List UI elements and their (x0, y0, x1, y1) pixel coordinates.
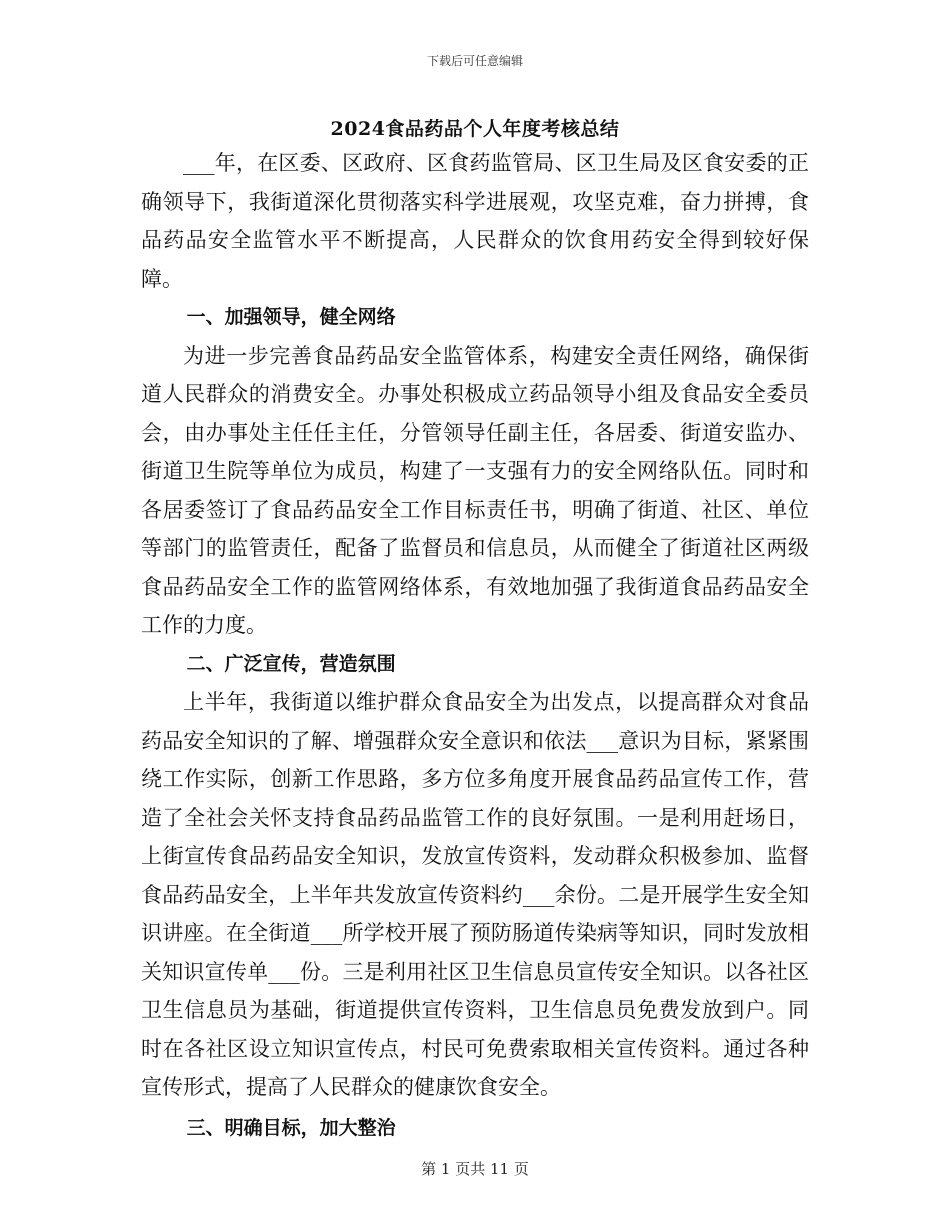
section-heading-3: 三、明确目标，加大整治 (186, 1116, 396, 1139)
section-paragraph-1: 为进一步完善食品药品安全监管体系，构建安全责任网络，确保街道人民群众的消费安全。办事处积极成立药品领导小组及食品安全委员会，由办事处主任任主任，分管领导任副主任，各居委、街道安监办、街道卫生院等单位为成员，构建了一支强有力的安全网络队伍。同时和各居委签订了食品药品安全工作目标责任书，明确了街道、社区、单位等部门的监管责任，配备了监督员和信息员，从而健全了街道社区两级食品药品安全工作的监管网络体系，有效地加强了我街道食品药品安全工作的力度。 (141, 343, 809, 637)
intro-paragraph: ___年，在区委、区政府、区食药监管局、区卫生局及区食安委的正确领导下，我街道深化贯彻落实科学进展观，攻坚克难，奋力拼搏，食品药品安全监管水平不断提高，人民群众的饮食用药安全得到较好保障。 (141, 151, 809, 291)
page-footer: 第 1 页共 11 页 (421, 1160, 529, 1178)
document-body (141, 144, 809, 1147)
section-paragraph-2: 上半年，我街道以维护群众食品安全为出发点，以提高群众对食品药品安全知识的了解、增强群众安全意识和依法___意识为目标，紧紧围绕工作实际，创新工作思路，多方位多角度开展食品药品宣传工作，营造了全社会关怀支持食品药品监管工作的良好氛围。一是利用赶场日，上街宣传食品药品安全知识，发放宣传资料，发动群众积极参加、监督食品药品安全，上半年共发放宣传资料约___余份。二是开展学生安全知识讲座。在全街道___所学校开展了预防肠道传染病等知识，同时发放相关知识宣传单___份。三是利用社区卫生信息员宣传安全知识。以各社区卫生信息员为基础，街道提供宣传资料，卫生信息员免费发放到户。同时在各社区设立知识宣传点，村民可免费索取相关宣传资料。通过各种宣传形式，提高了人民群众的健康饮食安全。 (141, 690, 809, 1099)
section-heading-1: 一、加强领导，健全网络 (186, 306, 396, 328)
section-heading-2: 二、广泛宣传，营造氛围 (186, 652, 396, 675)
header-note: 下载后可任意编辑 (426, 54, 523, 68)
document-title: 2024食品药品个人年度考核总结 (330, 118, 620, 140)
